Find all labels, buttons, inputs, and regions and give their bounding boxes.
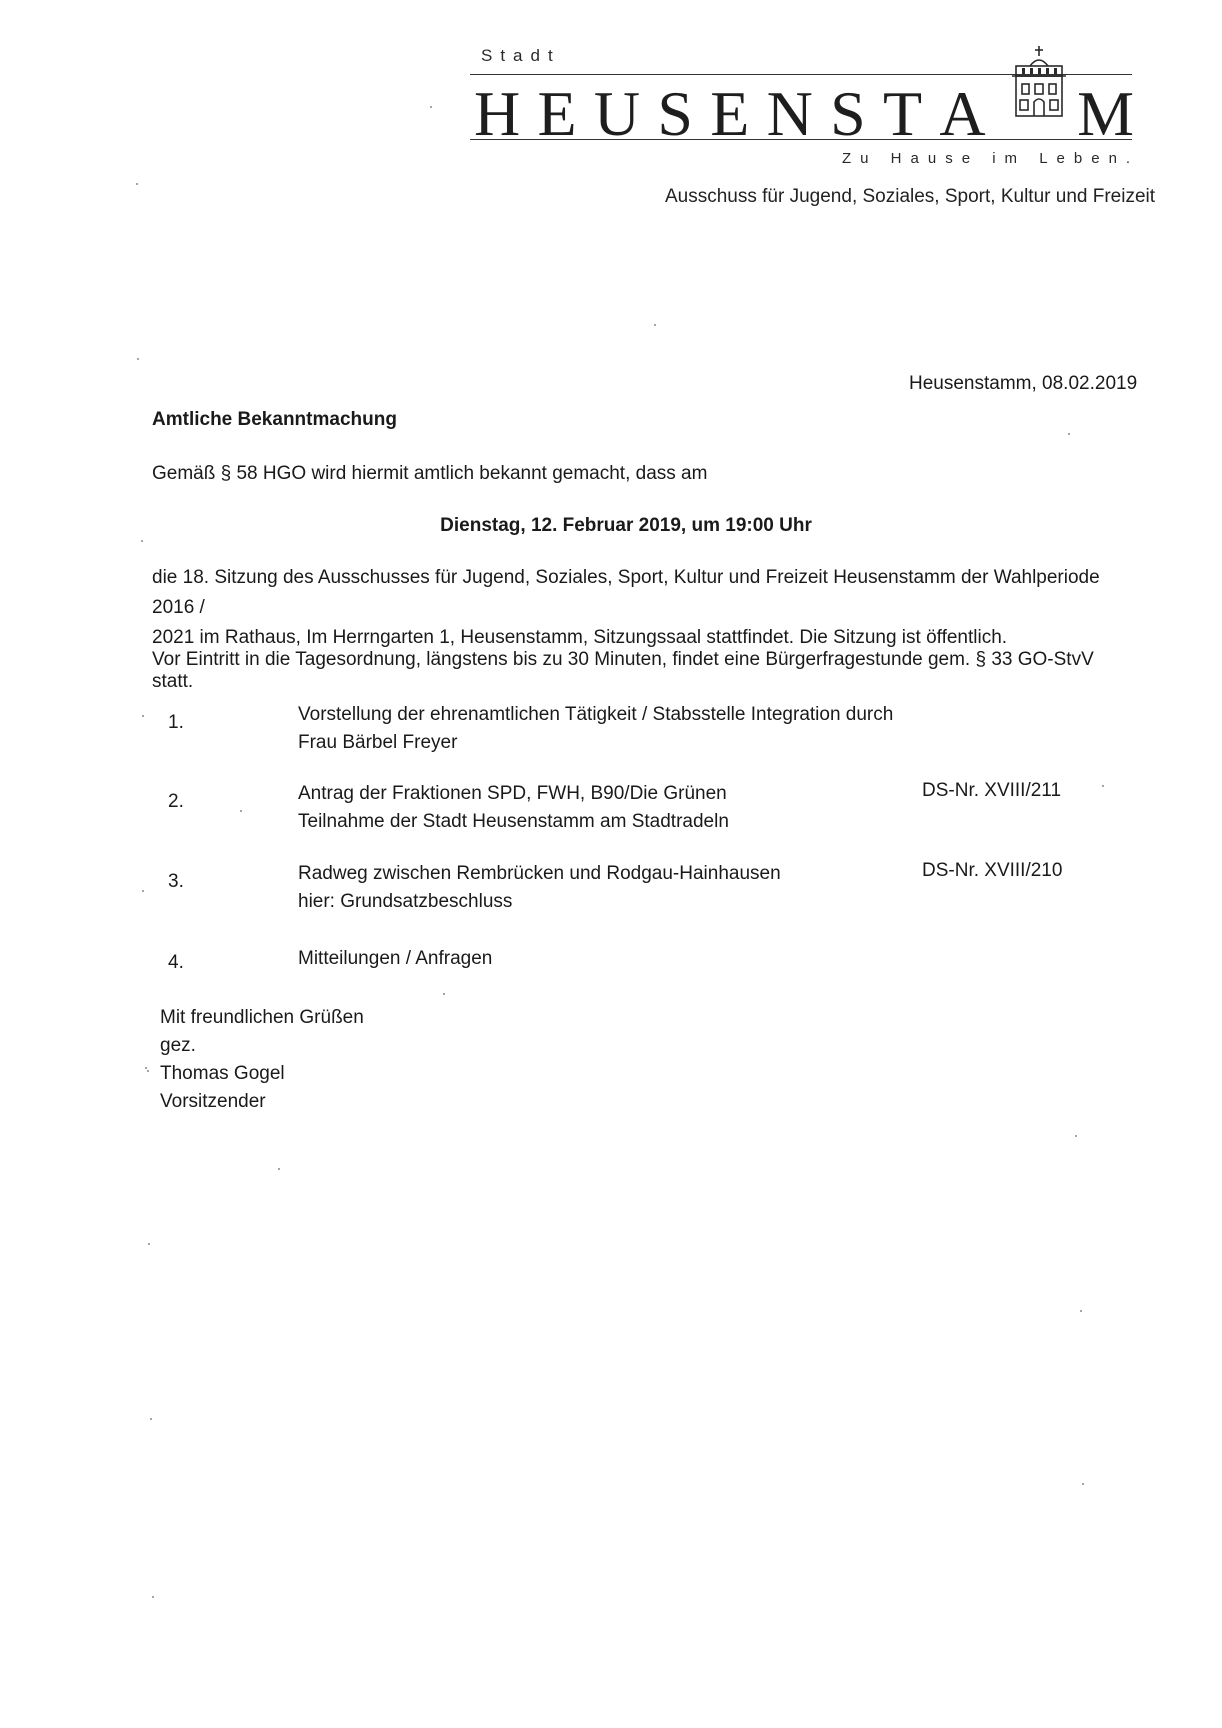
agenda-item-line: Teilnahme der Stadt Heusenstamm am Stadtradeln: [298, 811, 729, 832]
scan-speck: [240, 810, 242, 812]
letter: E: [710, 78, 750, 149]
scan-speck: [1102, 785, 1104, 787]
committee-name: Ausschuss für Jugend, Soziales, Sport, Kultur und Freizeit: [665, 186, 1156, 207]
letter: T: [883, 78, 923, 149]
scan-speck: [443, 993, 445, 995]
agenda-item-number: 1.: [168, 712, 184, 733]
agenda-item-line: Radweg zwischen Rembrücken und Rodgau-Hainhausen: [298, 863, 781, 884]
scan-speck: [148, 1243, 150, 1245]
closing-gez: gez.: [160, 1035, 196, 1056]
meeting-date: Dienstag, 12. Februar 2019, um 19:00 Uhr: [440, 515, 812, 536]
scan-speck: [136, 183, 138, 185]
letter: U: [593, 78, 641, 149]
scan-speck: [430, 106, 432, 108]
letter: M: [1077, 78, 1134, 149]
agenda-item-text: [298, 780, 729, 836]
agenda-item-line: Antrag der Fraktionen SPD, FWH, B90/Die Grünen: [298, 783, 727, 804]
scan-speck: [142, 890, 144, 892]
agenda-item-line: Mitteilungen / Anfragen: [298, 948, 493, 969]
scan-speck: [150, 1418, 152, 1420]
scan-speck: [142, 715, 144, 717]
agenda-item-number: 4.: [168, 952, 184, 973]
agenda-item-line: Vorstellung der ehrenamtlichen Tätigkeit / Stabsstelle Integration durch: [298, 704, 894, 725]
signatory-name: Thomas Gogel: [160, 1063, 285, 1084]
agenda-item-ds-number: DS-Nr. XVIII/211: [922, 780, 1062, 801]
citizen-question-paragraph: Vor Eintritt in die Tagesordnung, längstens bis zu 30 Minuten, findet eine Bürgerfragestunde gem. § 33 GO-StvV statt.: [152, 649, 1094, 692]
letterhead-rule-bottom: [470, 139, 1132, 140]
letter: N: [766, 78, 813, 149]
letterhead-stadt: Stadt: [481, 46, 561, 65]
scan-speck: [654, 324, 656, 326]
agenda-item-text: [298, 860, 781, 916]
agenda-item-number: 2.: [168, 791, 184, 812]
scan-speck: [1080, 1310, 1082, 1312]
agenda-item-ds-number: DS-Nr. XVIII/210: [922, 860, 1063, 881]
scan-speck: [1082, 1483, 1084, 1485]
scan-speck: [1075, 1135, 1077, 1137]
notice-title: Amtliche Bekanntmachung: [152, 409, 397, 430]
meeting-paragraph-line: die 18. Sitzung des Ausschusses für Jugend, Soziales, Sport, Kultur und Freizeit Heusenstamm der Wahlperiode 2016 /: [152, 567, 1100, 618]
castle-crest-icon: [1008, 44, 1070, 120]
letterhead-slogan: Zu Hause im Leben.: [842, 150, 1140, 167]
scan-speck: [145, 1067, 147, 1069]
signatory-role: Vorsitzender: [160, 1091, 266, 1112]
agenda-item-text: [298, 701, 893, 757]
place-date: Heusenstamm, 08.02.2019: [909, 373, 1138, 394]
closing-greeting: Mit freundlichen Grüßen: [160, 1007, 364, 1028]
closing-block: [160, 1004, 364, 1116]
letter: H: [474, 78, 521, 149]
letter: S: [657, 78, 693, 149]
letter: E: [537, 78, 577, 149]
scan-speck: [147, 1070, 149, 1072]
agenda-item-number: 3.: [168, 871, 184, 892]
agenda-item-text: [298, 945, 492, 973]
letter: A: [939, 78, 986, 149]
scan-speck: [137, 358, 139, 360]
meeting-paragraph-line: 2021 im Rathaus, Im Herrngarten 1, Heusenstamm, Sitzungssaal stattfindet. Die Sitzung ist öffentlich.: [152, 627, 1008, 648]
scan-speck: [1068, 433, 1070, 435]
scan-speck: [141, 540, 143, 542]
agenda-item-line: Frau Bärbel Freyer: [298, 732, 458, 753]
scan-speck: [278, 1168, 280, 1170]
letter: S: [830, 78, 866, 149]
agenda-item-line: hier: Grundsatzbeschluss: [298, 891, 513, 912]
scan-speck: [152, 1596, 154, 1598]
meeting-paragraph: [152, 563, 1132, 653]
intro-sentence: Gemäß § 58 HGO wird hiermit amtlich bekannt gemacht, dass am: [152, 463, 708, 484]
